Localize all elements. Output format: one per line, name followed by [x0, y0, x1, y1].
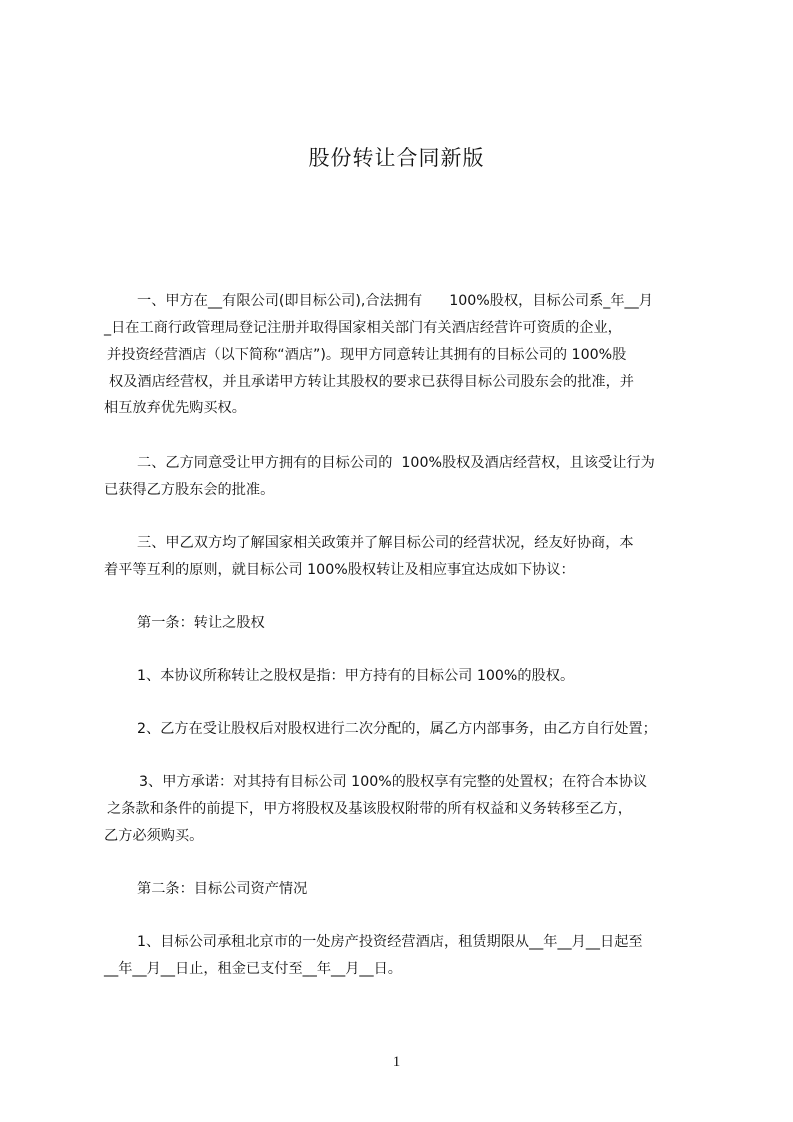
- article-1-heading: 第一条：转让之股权: [137, 615, 265, 631]
- page-number: 1: [392, 1054, 401, 1070]
- article-2-clause-1-line-2: __年__月__日止，租金已支付至__年__月__日。: [104, 961, 402, 977]
- article-1-clause-2: 2、乙方在受让股权后对股权进行二次分配的，属乙方内部事务，由乙方自行处置；: [137, 721, 657, 737]
- paragraph-1-line-3: 并投资经营酒店（以下简称“酒店”)。现甲方同意转让其拥有的目标公司的 100%股: [107, 347, 627, 363]
- article-1-clause-3-line-2: 之条款和条件的前提下，甲方将股权及基该股权附带的所有权益和义务转移至乙方，: [107, 801, 632, 817]
- article-2-heading: 第二条：目标公司资产情况: [137, 881, 308, 897]
- paragraph-3-line-2: 着平等互利的原则，就目标公司 100%股权转让及相应事宜达成如下协议：: [104, 562, 575, 578]
- article-1-clause-3-line-3: 乙方必须购买。: [104, 828, 204, 844]
- paragraph-1-line-1: 一、甲方在__有限公司(即目标公司),合法拥有 100%股权，目标公司系_年__月: [137, 293, 653, 309]
- paragraph-1-line-5: 相互放弃优先购买权。: [104, 400, 246, 416]
- article-1-clause-1: 1、本协议所称转让之股权是指：甲方持有的目标公司 100%的股权。: [137, 668, 575, 684]
- paragraph-1-line-2: _日在工商行政管理局登记注册并取得国家相关部门有关酒店经营许可资质的企业，: [104, 320, 622, 336]
- paragraph-1-line-4: 权及酒店经营权，并且承诺甲方转让其股权的要求已获得目标公司股东会的批准，并: [109, 374, 634, 390]
- paragraph-2-line-2: 已获得乙方股东会的批准。: [104, 482, 275, 498]
- document-title: 股份转让合同新版: [308, 146, 485, 170]
- article-2-clause-1-line-1: 1、目标公司承租北京市的一处房产投资经营酒店，租赁期限从__年__月__日起至: [137, 934, 643, 950]
- paragraph-3-line-1: 三、甲乙双方均了解国家相关政策并了解目标公司的经营状况，经友好协商，本: [137, 535, 634, 551]
- paragraph-2-line-1: 二、乙方同意受让甲方拥有的目标公司的 100%股权及酒店经营权，且该受让行为: [137, 455, 655, 471]
- article-1-clause-3-line-1: 3、甲方承诺：对其持有目标公司 100%的股权享有完整的处置权；在符合本协议: [139, 774, 648, 790]
